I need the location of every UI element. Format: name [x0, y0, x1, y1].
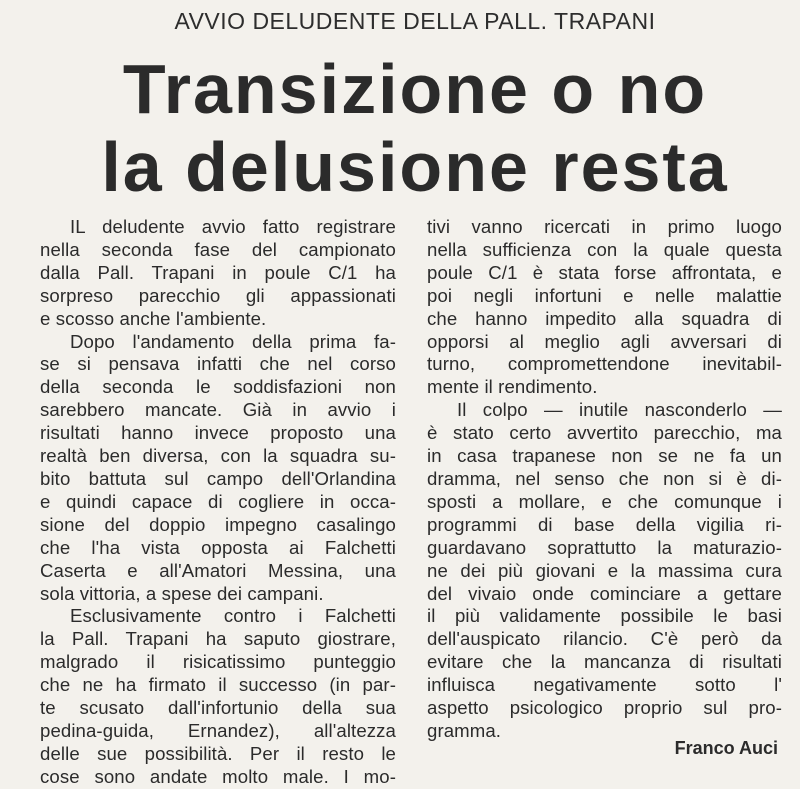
article-line: sola vittoria, a spese dei campani.: [40, 582, 324, 604]
article-line: è stato certo avvertito parecchio, ma: [427, 422, 782, 444]
article-line: aspetto psicologico proprio sul pro-: [427, 697, 782, 719]
article-column-right: [427, 216, 782, 743]
article-line: nella sufficienza con la quale questa: [427, 238, 782, 260]
article-line: te scusato dall'infortunio della sua: [40, 697, 396, 719]
article-line: il più validamente possibile le basi: [427, 605, 782, 627]
author-signature: Franco Auci: [674, 738, 778, 758]
article-line: nella seconda fase del campionato: [40, 238, 396, 260]
article-line: poi negli infortuni e nelle malattie: [427, 284, 782, 306]
article-line: mente il rendimento.: [427, 376, 598, 398]
article-line: dramma, nel senso che non si è di-: [427, 467, 782, 489]
article-line: poule C/1 è stata forse affrontata, e: [427, 261, 782, 283]
article-line: delle sue possibilità. Per il resto le: [40, 742, 396, 764]
article-line: tivi vanno ricercati in primo luogo: [427, 216, 782, 237]
article-line: Caserta e all'Amatori Messina, una: [40, 559, 396, 581]
headline-line-1: Transizione o no: [122, 50, 708, 128]
article-line: influisca negativamente sotto l': [427, 674, 782, 696]
article-line: Dopo l'andamento della prima fa-: [70, 330, 396, 352]
article-line: Esclusivamente contro i Falchetti: [70, 605, 396, 627]
article-line: gramma.: [427, 719, 502, 741]
article-line: dell'auspicato rilancio. C'è però da: [427, 628, 782, 650]
article-line: in casa trapanese non se ne fa un: [427, 445, 782, 467]
article-line: cose sono andate molto male. I mo-: [40, 765, 396, 787]
article-line: e scosso anche l'ambiente.: [40, 307, 267, 329]
article-line: risultati hanno invece proposto una: [40, 422, 396, 444]
article-line: sione del doppio impegno casalingo: [40, 513, 396, 535]
article-line: se si pensava infatti che nel corso: [40, 353, 396, 375]
article-line: che ne ha firmato il successo (in par-: [40, 674, 396, 696]
article-line: malgrado il risicatissimo punteggio: [40, 651, 396, 673]
article-line: programmi di base della vigilia ri-: [427, 513, 782, 535]
article-line: della seconda le soddisfazioni non: [40, 376, 396, 398]
article-line: turno, compromettendone inevitabil-: [427, 353, 782, 375]
kicker-headline: AVVIO DELUDENTE DELLA PALL. TRAPANI: [174, 8, 656, 34]
article-line: IL deludente avvio fatto registrare: [70, 216, 396, 237]
article-line: sposti a mollare, e che comunque i: [427, 490, 782, 512]
headline-line-2: la delusione resta: [101, 128, 729, 206]
article-line: evitare che la mancanza di risultati: [427, 651, 782, 673]
article-line: che l'ha vista opposta ai Falchetti: [40, 536, 396, 558]
article-line: del vivaio onde cominciare a gettare: [427, 582, 782, 604]
article-line: realtà ben diversa, con la squadra su-: [40, 445, 396, 467]
article-column-left: [40, 216, 396, 789]
article-line: dalla Pall. Trapani in poule C/1 ha: [40, 261, 396, 283]
article-line: ne dei più giovani e la massima cura: [427, 559, 782, 581]
article-line: opporsi al meglio agli avversari di: [427, 330, 782, 352]
article-line: Il colpo — inutile nasconderlo —: [457, 399, 782, 421]
article-line: pedina-guida, Ernandez), all'altezza: [40, 719, 396, 741]
article-line: guardavano soprattutto la maturazio-: [427, 536, 782, 558]
article-line: e quindi capace di cogliere in occa-: [40, 490, 396, 512]
article-line: sarebbero mancate. Già in avvio i: [40, 399, 396, 421]
article-line: sorpreso parecchio gli appassionati: [40, 284, 396, 306]
article-line: che hanno impedito alla squadra di: [427, 307, 782, 329]
article-line: la Pall. Trapani ha saputo giostrare,: [40, 628, 396, 650]
article-line: bito battuta sul campo dell'Orlandina: [40, 467, 396, 489]
main-headline: [0, 50, 800, 206]
